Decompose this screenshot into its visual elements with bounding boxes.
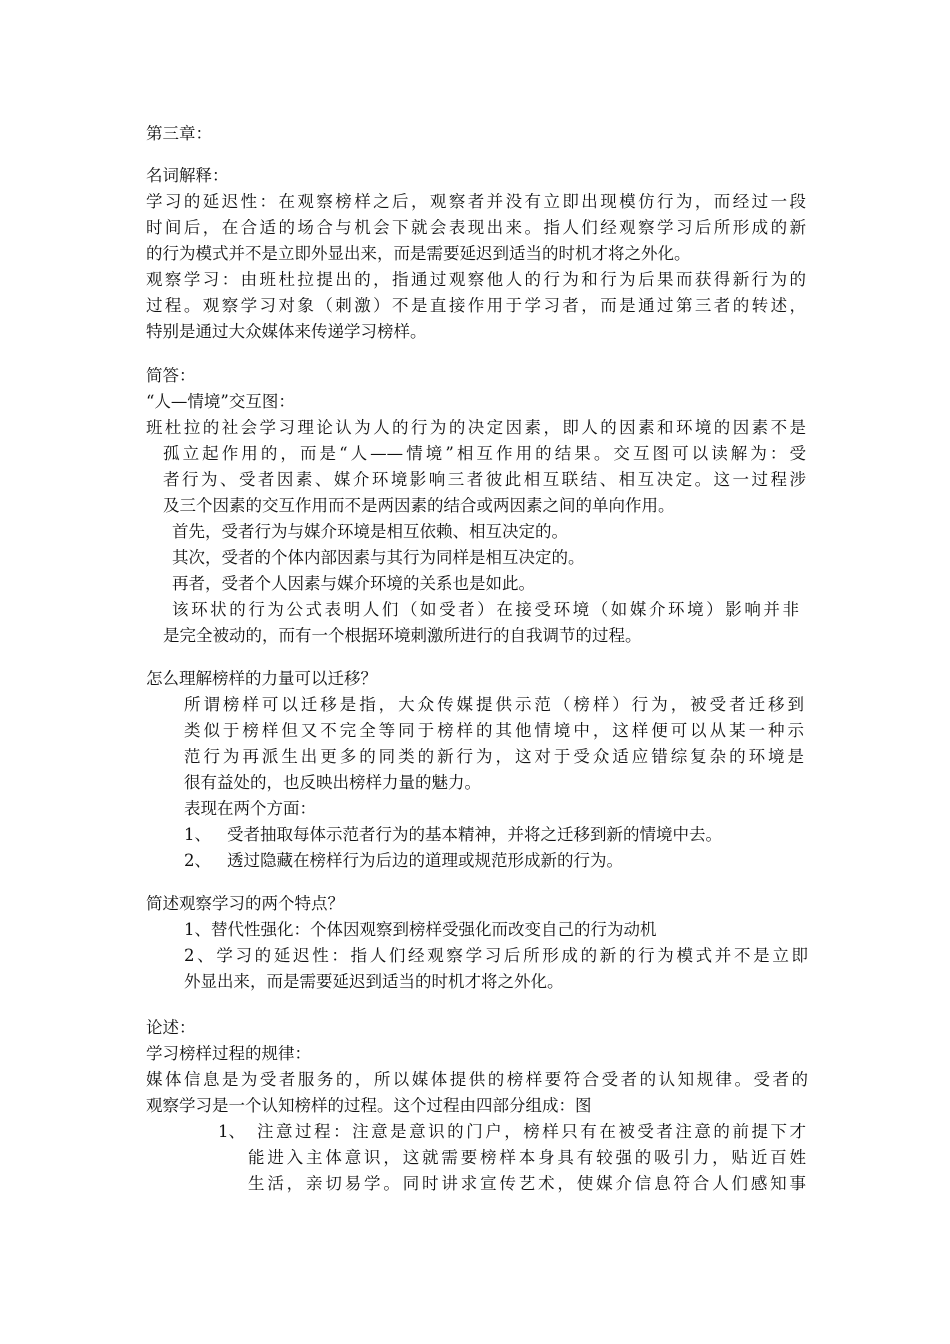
essay-item-line: 生活，亲切易学。同时讲求宣传艺术，使媒介信息符合人们感知事	[248, 1174, 806, 1193]
term-observe-line: 特别是通过大众媒体来传递学习榜样。	[146, 322, 427, 341]
q3-item: 2、学习的延迟性：指人们经观察学习后所形成的新的行为模式并不是立即	[184, 946, 808, 965]
essay-title: 学习榜样过程的规律：	[146, 1044, 311, 1063]
q2-item-number: 1、	[184, 825, 211, 844]
q1-paragraph-line: 及三个因素的交互作用而不是两因素的结合或两因素之间的单向作用。	[163, 496, 675, 515]
term-observe-line: 观察学习：由班杜拉提出的，指通过观察他人的行为和行为后果而获得新行为的	[146, 270, 806, 289]
q2-item-text: 透过隐藏在榜样行为后边的道理或规范形成新的行为。	[227, 851, 623, 870]
term-delay-line: 时间后，在合适的场合与机会下就会表现出来。指人们经观察学习后所形成的新	[146, 218, 806, 237]
q1-conclusion-line: 是完全被动的，而有一个根据环境刺激所进行的自我调节的过程。	[163, 626, 642, 645]
chapter-title: 第三章：	[146, 124, 212, 143]
essay-paragraph-line: 观察学习是一个认知榜样的过程。这个过程由四部分组成：图	[146, 1096, 592, 1115]
q3-title: 简述观察学习的两个特点？	[146, 894, 344, 913]
short-heading: 简答：	[146, 366, 196, 385]
q3-item: 1、替代性强化：个体因观察到榜样受强化而改变自己的行为动机	[184, 920, 657, 939]
q1-second-point: 其次，受者的个体内部因素与其行为同样是相互决定的。	[172, 548, 585, 567]
q2-item-text: 受者抽取每体示范者行为的基本精神，并将之迁移到新的情境中去。	[227, 825, 722, 844]
essay-item-line: 能进入主体意识，这就需要榜样本身具有较强的吸引力，贴近百姓	[248, 1148, 806, 1167]
q2-title: 怎么理解榜样的力量可以迁移？	[146, 669, 377, 688]
q1-third-point: 再者，受者个人因素与媒介环境的关系也是如此。	[172, 574, 535, 593]
term-delay-line: 学习的延迟性：在观察榜样之后，观察者并没有立即出现模仿行为，而经过一段	[146, 192, 806, 211]
q1-conclusion-line: 该环状的行为公式表明人们（如受者）在接受环境（如媒介环境）影响并非	[172, 600, 799, 619]
q2-paragraph-line: 所谓榜样可以迁移是指，大众传媒提供示范（榜样）行为，被受者迁移到	[184, 695, 804, 714]
q2-paragraph-line: 范行为再派生出更多的同类的新行为，这对于受众适应错综复杂的环境是	[184, 747, 804, 766]
term-delay-line: 的行为模式并不是立即外显出来，而是需要延迟到适当的时机才将之外化。	[146, 244, 691, 263]
q1-title: “人—情境”交互图：	[146, 392, 295, 411]
essay-heading: 论述：	[146, 1018, 196, 1037]
essay-paragraph-line: 媒体信息是为受者服务的，所以媒体提供的榜样要符合受者的认知规律。受者的	[146, 1070, 808, 1089]
essay-item-line: 注意过程：注意是意识的门户，榜样只有在被受者注意的前提下才	[257, 1122, 806, 1141]
q3-item-continuation: 外显出来，而是需要延迟到适当的时机才将之外化。	[184, 972, 564, 991]
q1-paragraph-line: 班杜拉的社会学习理论认为人的行为的决定因素，即人的因素和环境的因素不是	[146, 418, 806, 437]
q2-subheading: 表现在两个方面：	[184, 799, 316, 818]
essay-item-number: 1、	[218, 1122, 245, 1141]
q1-paragraph-line: 者行为、受者因素、媒介环境影响三者彼此相互联结、相互决定。这一过程涉	[163, 470, 806, 489]
term-observe-line: 过程。观察学习对象（刺激）不是直接作用于学习者，而是通过第三者的转述，	[146, 296, 806, 315]
q1-first-point: 首先，受者行为与媒介环境是相互依赖、相互决定的。	[172, 522, 568, 541]
q2-item-number: 2、	[184, 851, 211, 870]
q1-paragraph-line: 孤立起作用的，而是“人——情境”相互作用的结果。交互图可以读解为：受	[163, 444, 806, 463]
q2-paragraph-line: 很有益处的，也反映出榜样力量的魅力。	[184, 773, 481, 792]
terms-heading: 名词解释：	[146, 166, 229, 185]
q2-paragraph-line: 类似于榜样但又不完全等同于榜样的其他情境中，这样便可以从某一种示	[184, 721, 804, 740]
